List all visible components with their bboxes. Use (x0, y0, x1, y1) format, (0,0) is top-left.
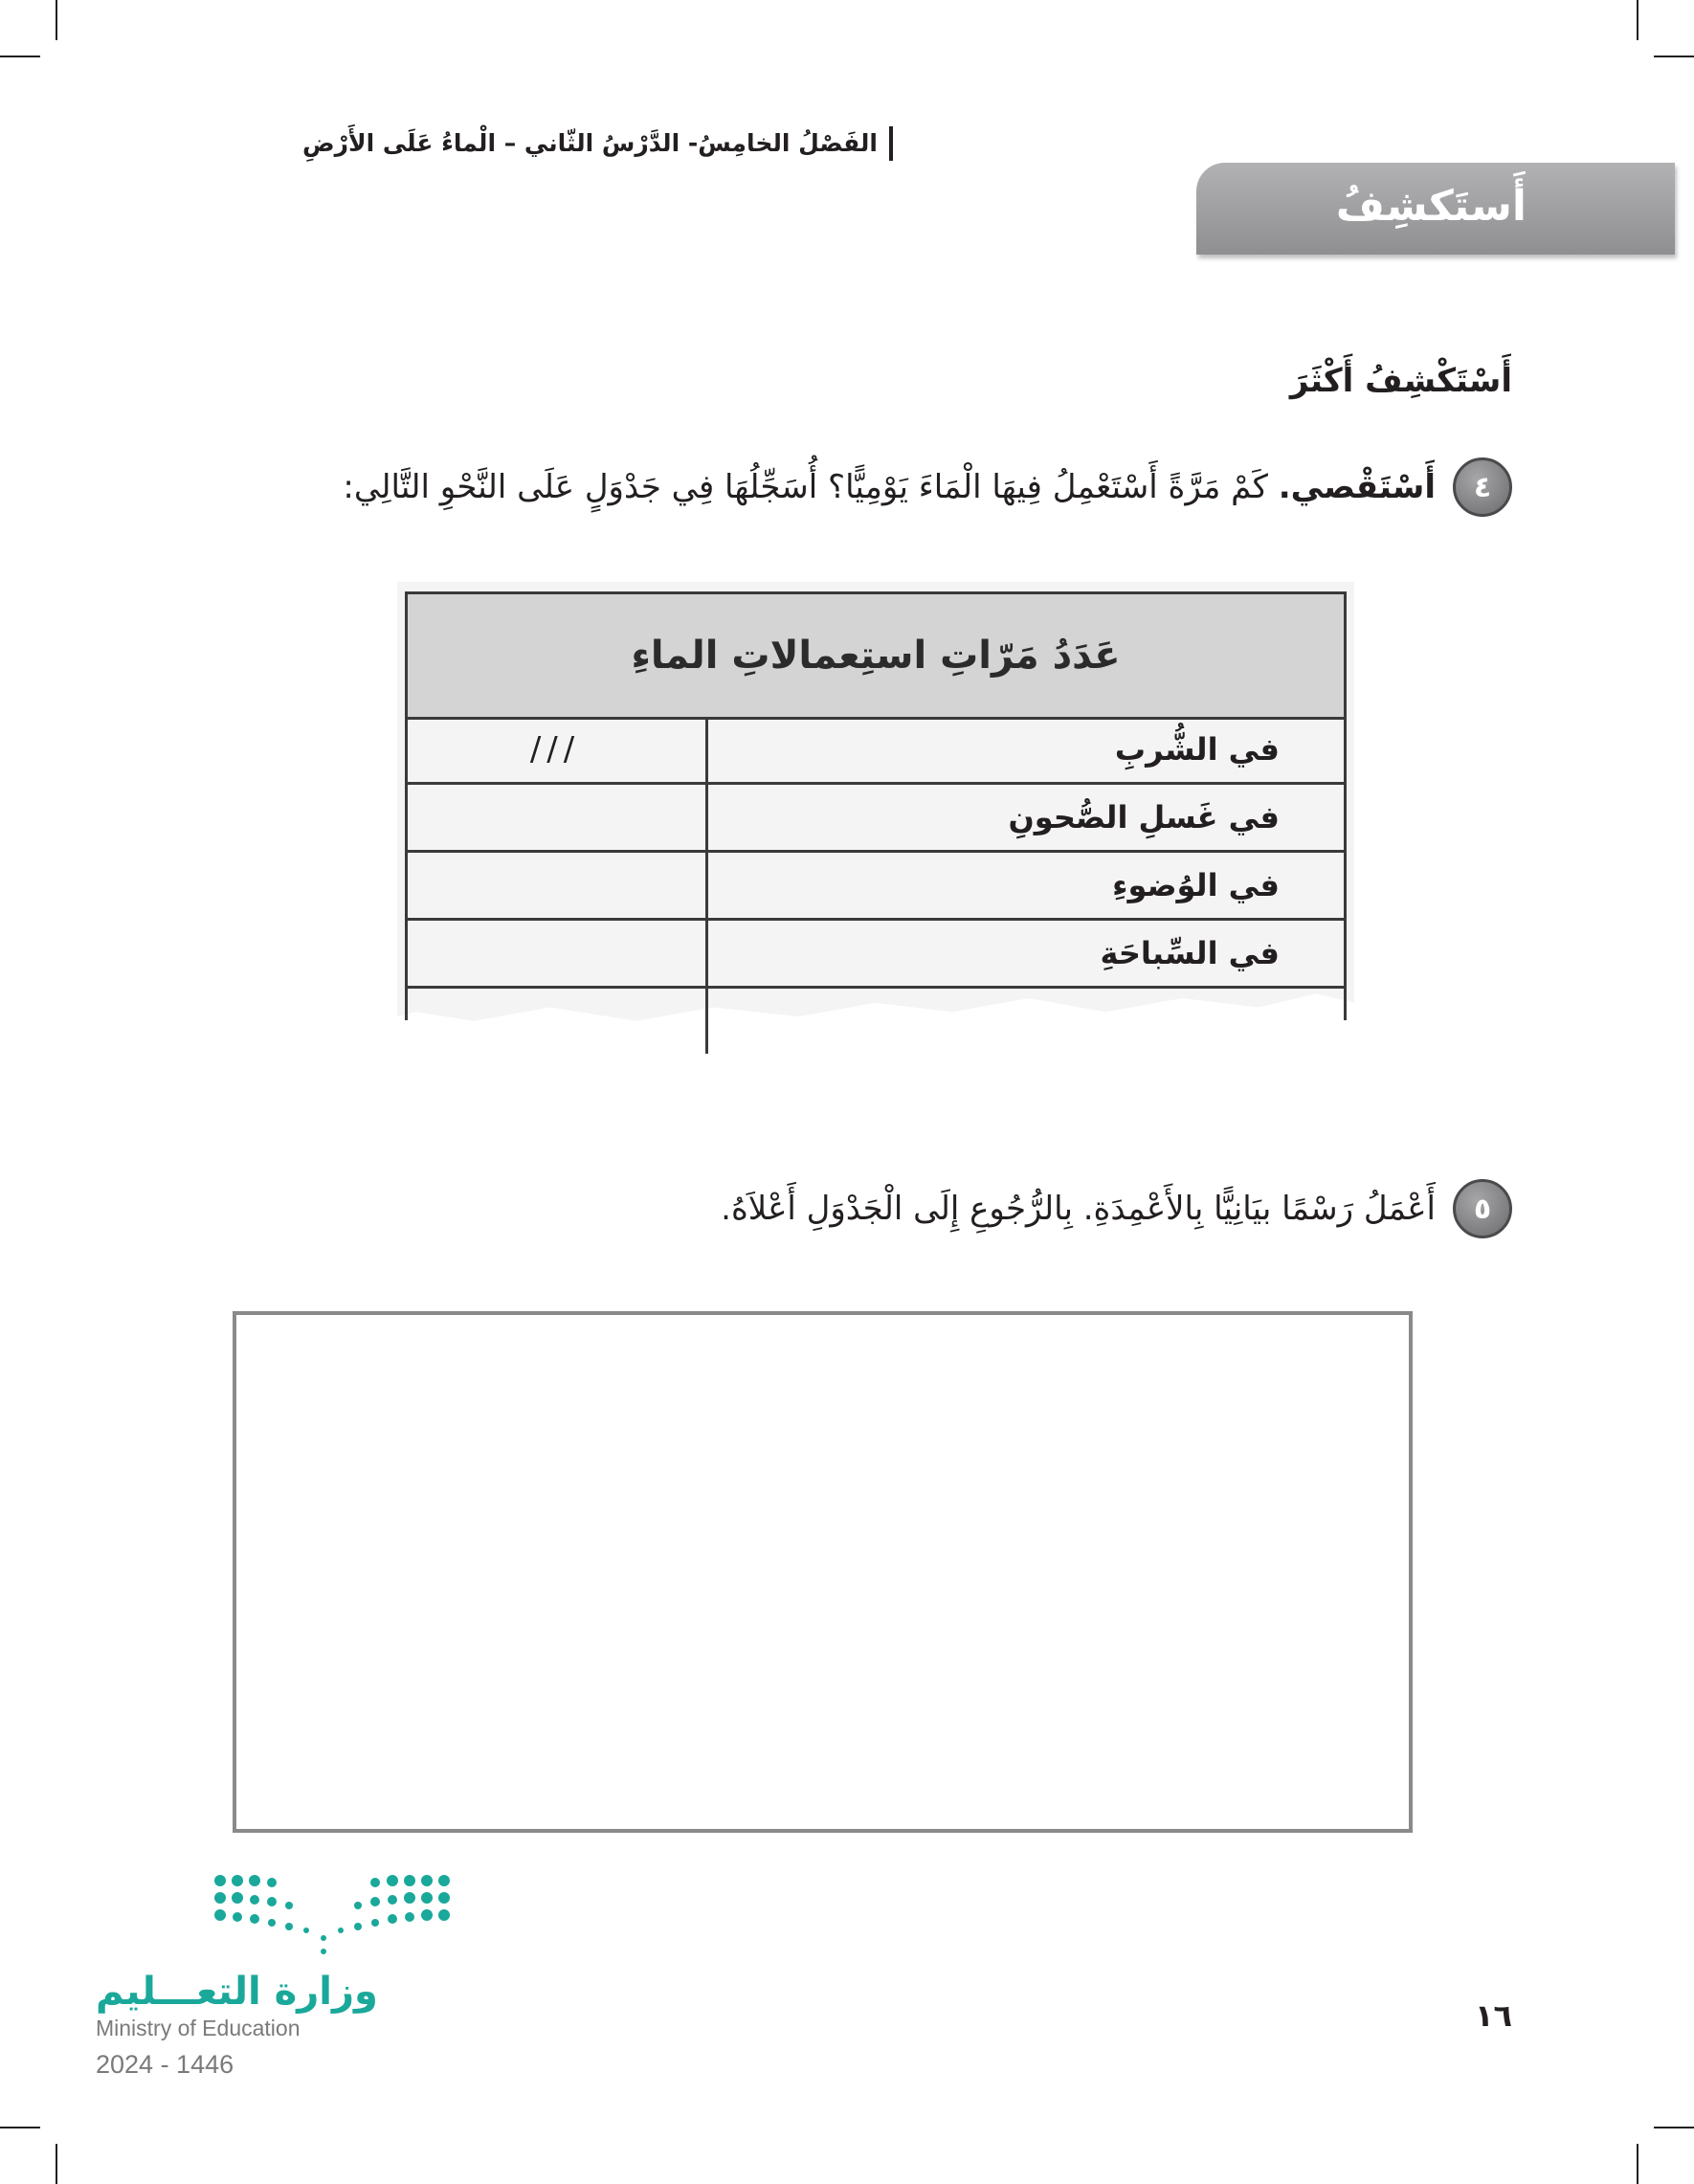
ministry-name-english: Ministry of Education (96, 2016, 301, 2040)
crop-mark (0, 56, 40, 57)
breadcrumb: الفَصْلُ الخامِسُ- الدَّرْسُ الثّاني – الْماءُ عَلَى الأَرْضِ (302, 126, 893, 161)
section-title: أَسْتَكْشِفُ أَكْثَرَ (1289, 362, 1512, 400)
water-usage-table (397, 582, 1354, 1039)
row-label (705, 989, 1347, 1054)
crop-mark (1637, 2144, 1638, 2184)
row-label: في الوُضوءِ (705, 853, 1347, 918)
table-row (405, 921, 1347, 989)
crop-mark (1654, 2127, 1694, 2128)
question-body: كَمْ مَرَّةً أَسْتَعْمِلُ فِيهَا الْمَاءَ يَوْمِيًّا؟ أُسَجِّلُهَا فِي جَدْوَلٍ عَلَى النَّحْوِ التَّالِي: (343, 468, 1268, 506)
page-number: ١٦ (1474, 1997, 1512, 2034)
table-row (405, 717, 1347, 785)
crop-mark (56, 2144, 57, 2184)
question-4 (343, 457, 1512, 517)
crop-mark (0, 2127, 40, 2128)
crop-mark (1637, 0, 1638, 40)
question-lead: أَسْتَقْصي. (1278, 468, 1436, 506)
row-tally[interactable] (405, 785, 705, 850)
question-number-badge: ٥ (1453, 1179, 1512, 1238)
ministry-name-arabic: وزارة التعـــليم (96, 1970, 378, 2014)
crop-mark (56, 0, 57, 40)
row-tally[interactable] (405, 921, 705, 986)
crop-mark (1654, 56, 1694, 57)
row-tally[interactable] (405, 989, 705, 1054)
row-tally[interactable] (405, 853, 705, 918)
table-row (405, 853, 1347, 921)
row-tally[interactable]: /// (529, 730, 581, 769)
table-title: عَدَدُ مَرّاتِ استِعمالاتِ الماءِ (631, 634, 1121, 678)
table-row (405, 989, 1347, 1054)
question-text: أَعْمَلُ رَسْمًا بيَانِيًّا بِالأَعْمِدَةِ. بِالرُّجُوعِ إِلَى الْجَدْوَلِ أَعْلاَهُ. (721, 1190, 1436, 1228)
question-text (343, 468, 1436, 506)
edition-year: 2024 - 1446 (96, 2050, 234, 2079)
tab-title: أَستَكشِفُ (1335, 182, 1527, 231)
row-label: في السِّباحَةِ (705, 921, 1347, 986)
question-number-badge: ٤ (1453, 457, 1512, 517)
row-label: في الشُّربِ (705, 717, 1347, 782)
question-5 (721, 1179, 1512, 1238)
table-title-cell (405, 591, 1347, 720)
ministry-logo-icon (212, 1871, 452, 1957)
row-label: في غَسلِ الصُّحونِ (705, 785, 1347, 850)
answer-drawing-box[interactable] (233, 1311, 1413, 1833)
table-row (405, 785, 1347, 853)
